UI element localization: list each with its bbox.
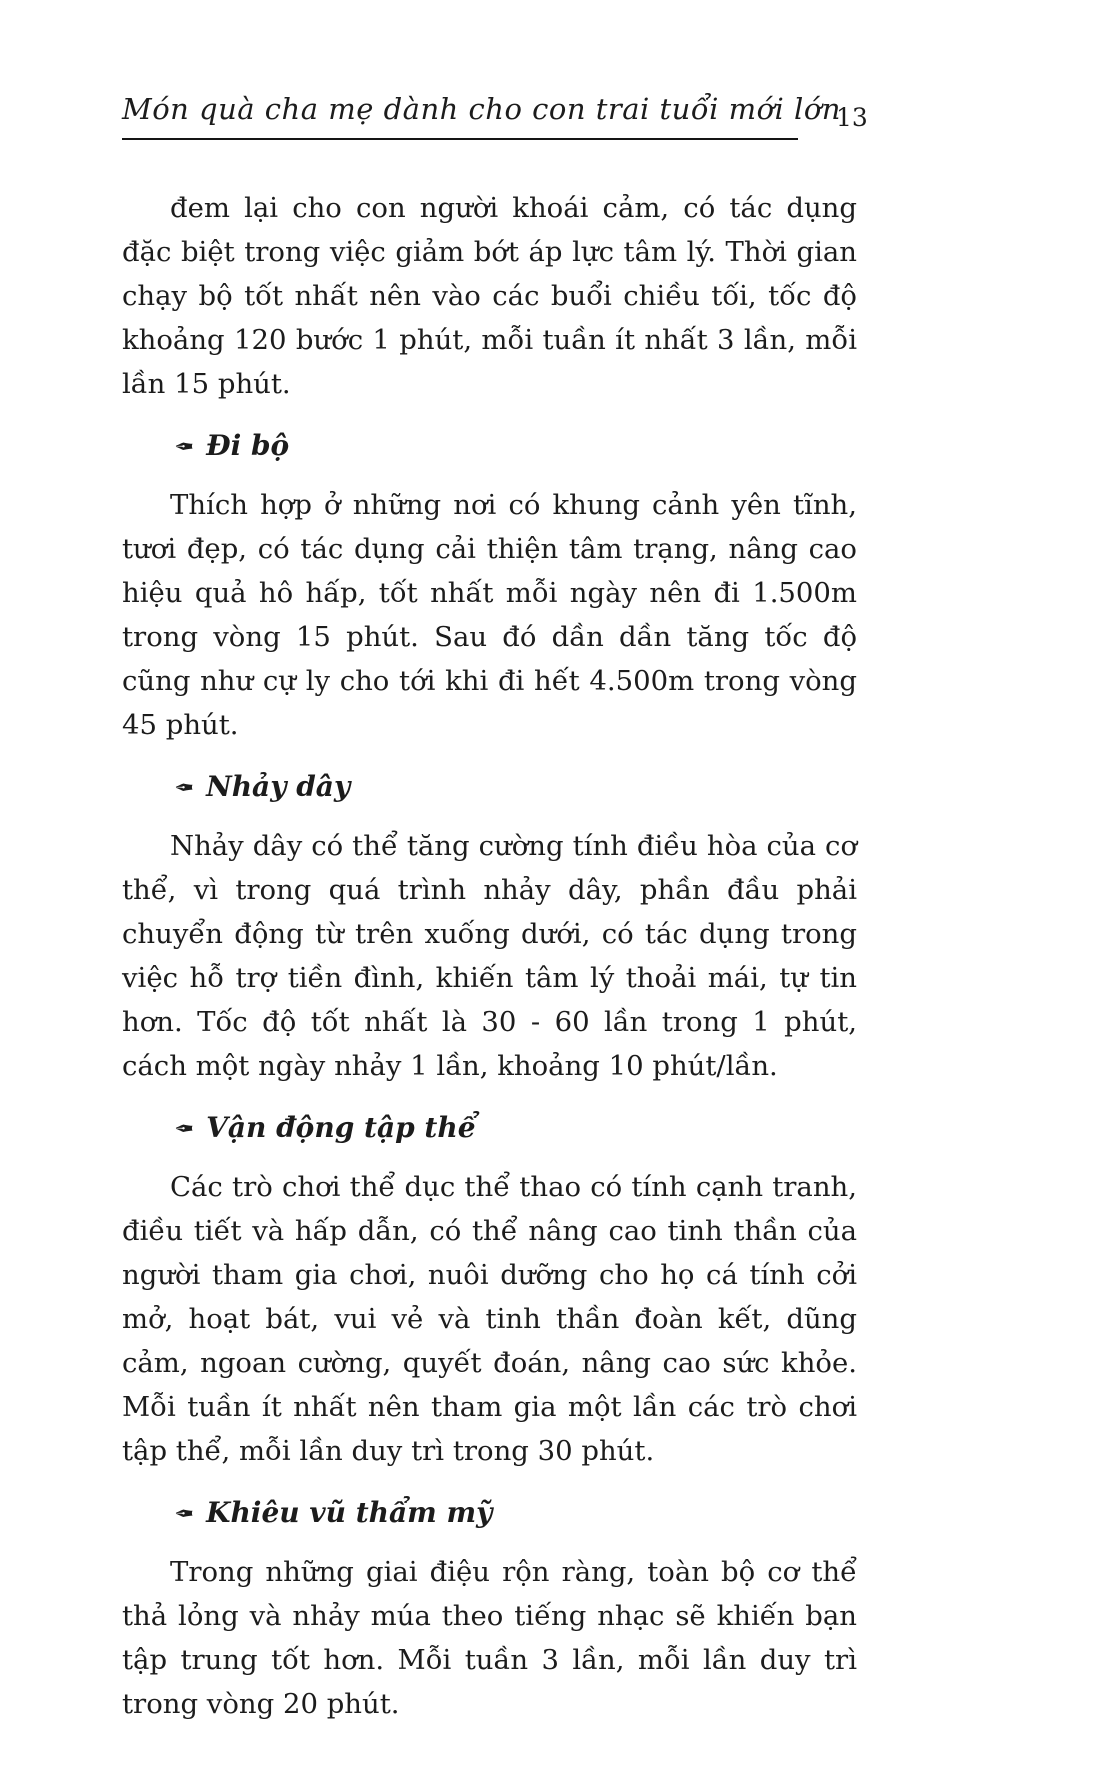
- pen-ornament-icon: ✒: [174, 774, 195, 802]
- section-heading: [174, 1491, 857, 1536]
- section-heading-label: Vận động tập thể: [206, 1111, 476, 1144]
- pen-ornament-icon: ✒: [174, 1115, 195, 1143]
- section-heading: [174, 1106, 857, 1151]
- section-heading-label: Khiêu vũ thẩm mỹ: [206, 1496, 493, 1529]
- section-heading-label: Nhảy dây: [206, 770, 351, 803]
- paragraph: Thích hợp ở những nơi có khung cảnh yên tĩnh, tươi đẹp, có tác dụng cải thiện tâm trạng, nâng cao hiệu quả hô hấp, tốt nhất mỗi ngày nên đi 1.500m trong vòng 15 phút. Sau đó dần dần tăng tốc độ cũng như cự ly cho tới khi đi hết 4.500m trong vòng 45 phút.: [122, 489, 857, 741]
- section-heading: [174, 765, 857, 810]
- pen-ornament-icon: ✒: [174, 433, 195, 461]
- body-text: [122, 186, 857, 1726]
- paragraph: đem lại cho con người khoái cảm, có tác dụng đặc biệt trong việc giảm bớt áp lực tâm lý. Thời gian chạy bộ tốt nhất nên vào các buổi chiều tối, tốc độ khoảng 120 bước 1 phút, mỗi tuần ít nhất 3 lần, mỗi lần 15 phút.: [122, 192, 857, 400]
- paragraph: Nhảy dây có thể tăng cường tính điều hòa của cơ thể, vì trong quá trình nhảy dây, phần đầu phải chuyển động từ trên xuống dưới, có tác dụng trong việc hỗ trợ tiền đình, khiến tâm lý thoải mái, tự tin hơn. Tốc độ tốt nhất là 30 - 60 lần trong 1 phút, cách một ngày nhảy 1 lần, khoảng 10 phút/lần.: [122, 830, 857, 1082]
- paragraph: Các trò chơi thể dục thể thao có tính cạnh tranh, điều tiết và hấp dẫn, có thể nâng cao tinh thần của người tham gia chơi, nuôi dưỡng cho họ cá tính cởi mở, hoạt bát, vui vẻ và tinh thần đoàn kết, dũng cảm, ngoan cường, quyết đoán, nâng cao sức khỏe. Mỗi tuần ít nhất nên tham gia một lần các trò chơi tập thể, mỗi lần duy trì trong 30 phút.: [122, 1171, 857, 1467]
- page-header: [122, 86, 868, 140]
- pen-ornament-icon: ✒: [174, 1500, 195, 1528]
- running-head-title: Món quà cha mẹ dành cho con trai tuổi mới lớn: [122, 92, 798, 140]
- section-heading: [174, 424, 857, 469]
- paragraph: Trong những giai điệu rộn ràng, toàn bộ cơ thể thả lỏng và nhảy múa theo tiếng nhạc sẽ khiến bạn tập trung tốt hơn. Mỗi tuần 3 lần, mỗi lần duy trì trong vòng 20 phút.: [122, 1556, 857, 1720]
- page-number: 13: [836, 103, 868, 132]
- section-heading-label: Đi bộ: [206, 429, 290, 462]
